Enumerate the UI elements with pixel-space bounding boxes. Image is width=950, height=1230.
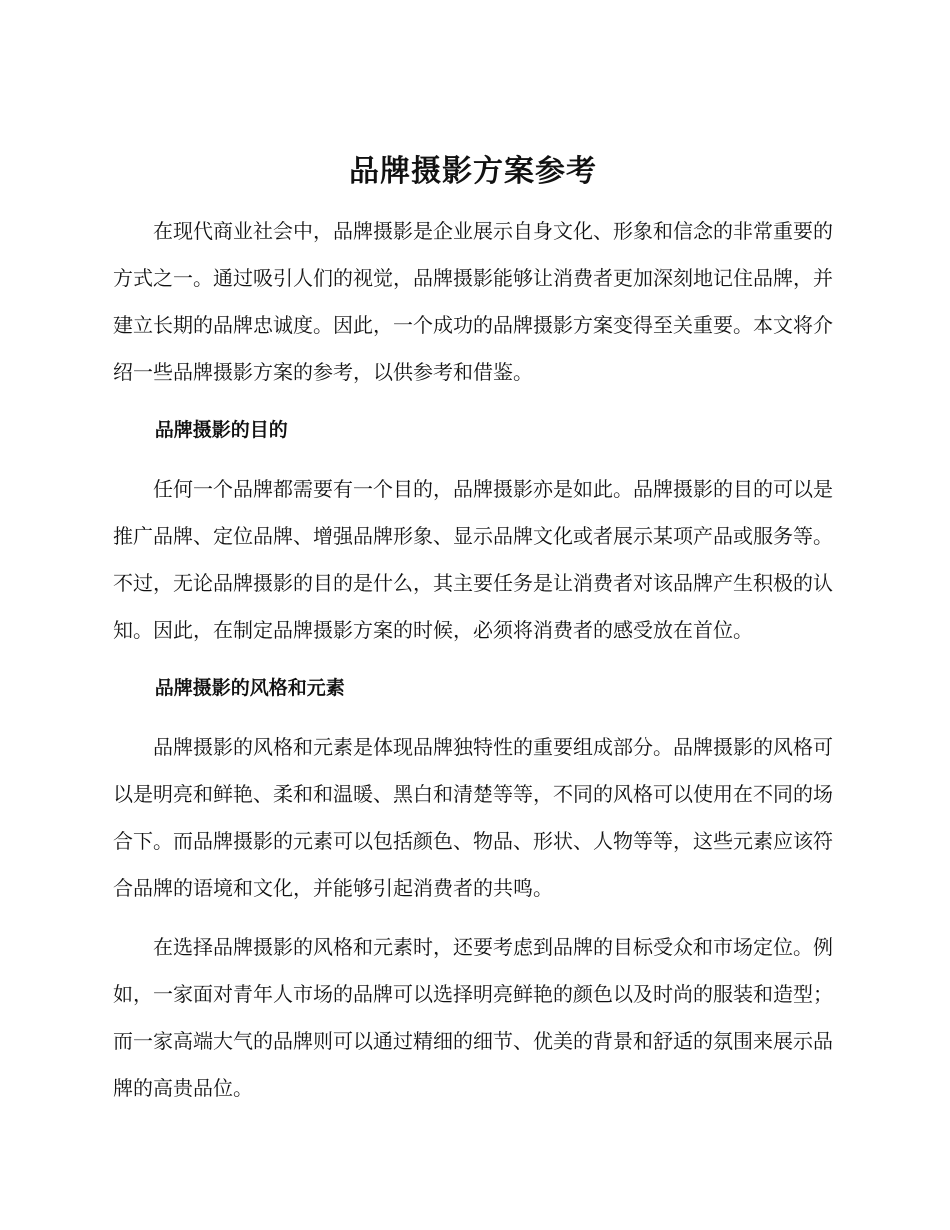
style-elements-paragraph-1: 品牌摄影的风格和元素是体现品牌独特性的重要组成部分。品牌摄影的风格可以是明亮和鲜艳、柔和和温暖、黑白和清楚等等，不同的风格可以使用在不同的场合下。而品牌摄影的元素可以包括颜色、物品、形状、人物等等，这些元素应该符合品牌的语境和文化，并能够引起消费者的共鸣。 [113, 735, 833, 900]
style-elements-paragraph-2: 在选择品牌摄影的风格和元素时，还要考虑到品牌的目标受众和市场定位。例如，一家面对青年人市场的品牌可以选择明亮鲜艳的颜色以及时尚的服装和造型；而一家高端大气的品牌则可以通过精细的细节、优美的背景和舒适的氛围来展示品牌的高贵品位。 [113, 935, 833, 1100]
section-heading-style-elements: 品牌摄影的风格和元素 [154, 677, 345, 699]
document-title: 品牌摄影方案参考 [349, 154, 597, 189]
purpose-paragraph: 任何一个品牌都需要有一个目的，品牌摄影亦是如此。品牌摄影的目的可以是推广品牌、定位品牌、增强品牌形象、显示品牌文化或者展示某项产品或服务等。不过，无论品牌摄影的目的是什么，其主要任务是让消费者对该品牌产生积极的认知。因此，在制定品牌摄影方案的时候，必须将消费者的感受放在首位。 [113, 477, 833, 642]
intro-paragraph: 在现代商业社会中，品牌摄影是企业展示自身文化、形象和信念的非常重要的方式之一。通过吸引人们的视觉，品牌摄影能够让消费者更加深刻地记住品牌，并建立长期的品牌忠诚度。因此，一个成功的品牌摄影方案变得至关重要。本文将介绍一些品牌摄影方案的参考，以供参考和借鉴。 [113, 219, 833, 384]
document-page [113, 150, 833, 1124]
section-heading-purpose: 品牌摄影的目的 [154, 419, 288, 441]
